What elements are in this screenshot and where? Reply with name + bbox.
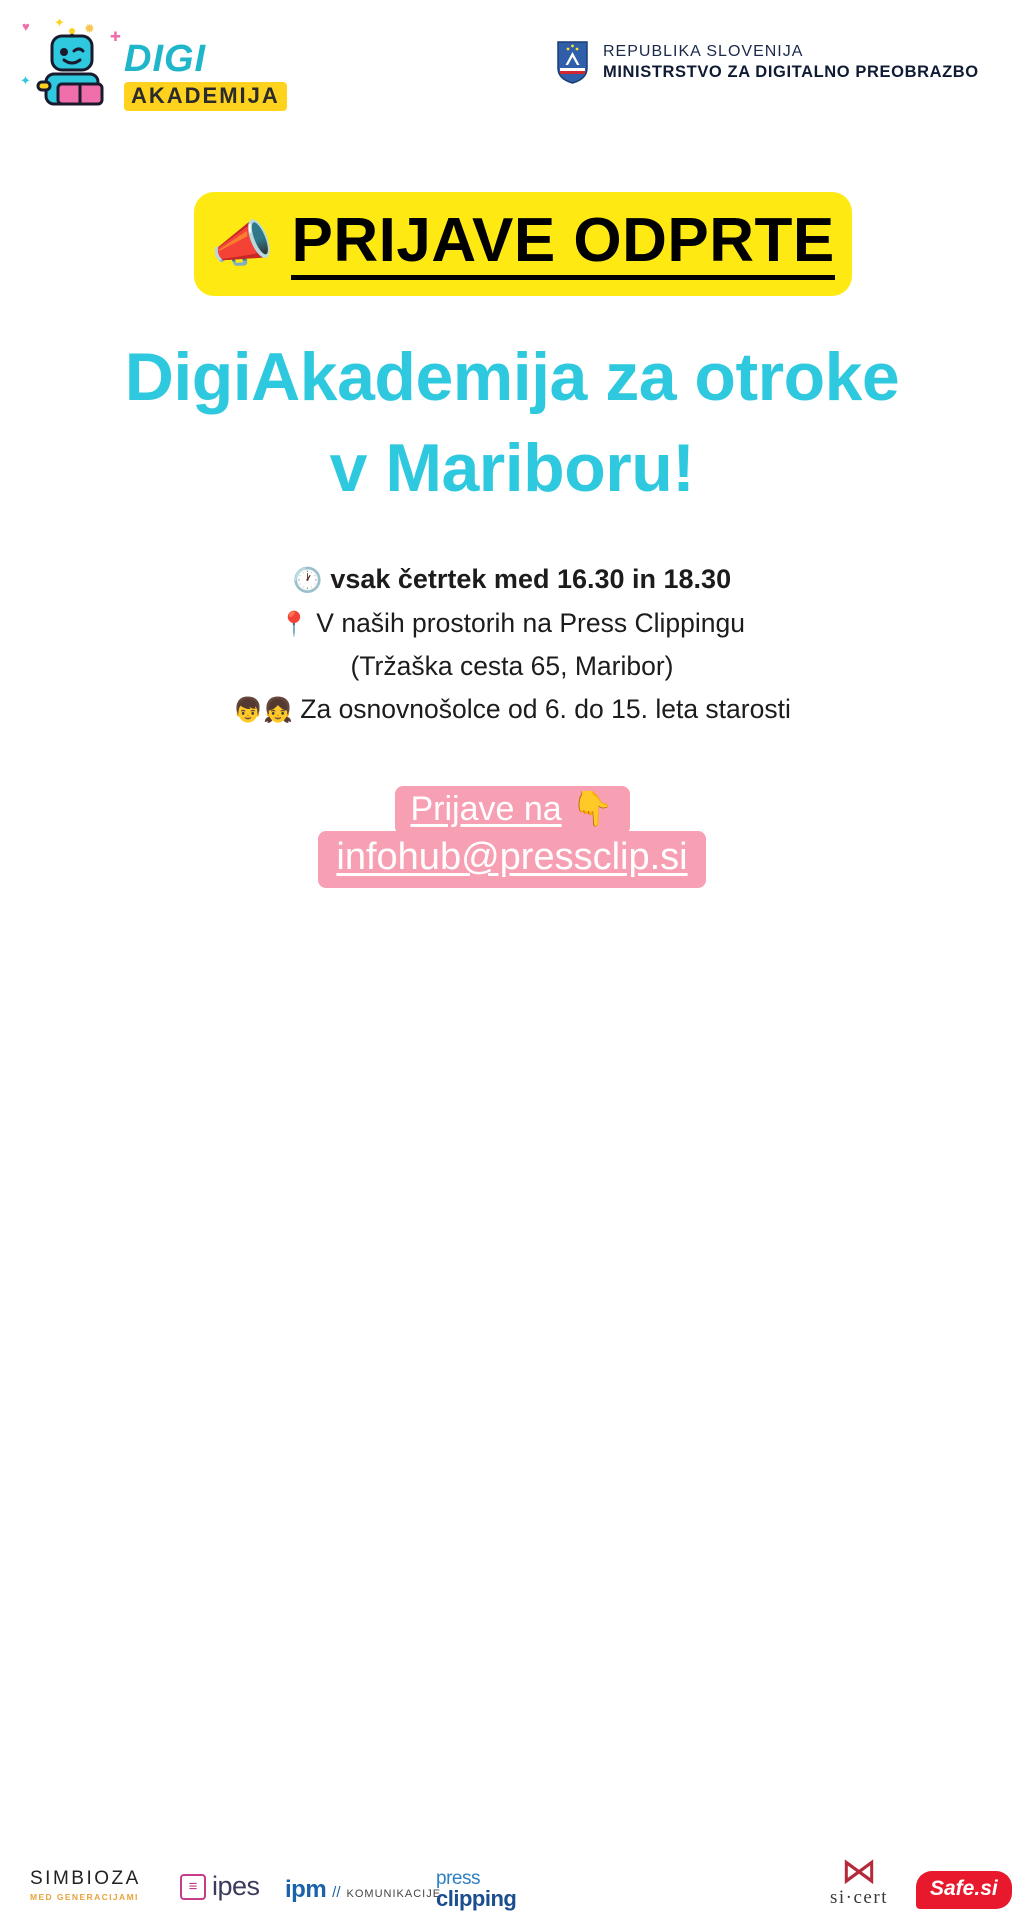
email-link[interactable]: infohub@pressclip.si: [318, 831, 705, 888]
cta-prompt: [395, 786, 630, 835]
sparkle-icon: ✹: [84, 21, 95, 36]
slovenia-coat-of-arms-icon: [556, 40, 589, 84]
status-badge: [194, 192, 852, 296]
event-details: [0, 558, 1024, 731]
pressclip-name-bottom: clipping: [436, 1886, 517, 1911]
detail-row-time: [0, 558, 1024, 602]
pointing-down-icon: 👇: [571, 790, 614, 828]
logo-press-clipping: [436, 1869, 516, 1911]
robot-icon: [30, 32, 116, 112]
sparkle-icon: ✚: [110, 29, 121, 44]
ipm-tagline: KOMUNIKACIJE: [346, 1888, 442, 1900]
pressclip-name-top: press: [436, 1868, 480, 1889]
simbioza-name: SIMBIOZA: [30, 1868, 141, 1889]
megaphone-icon: 📣: [211, 216, 274, 272]
ipes-name: ipes: [212, 1871, 260, 1901]
logo-simbioza: [30, 1868, 141, 1902]
cta-prompt-text: Prijave na: [410, 790, 562, 828]
sicert-name: si·cert: [830, 1887, 888, 1909]
sicert-mark-icon: ⋈: [840, 1851, 877, 1891]
detail-row-address: [0, 645, 1024, 688]
gov-line-ministrstvo: MINISTRSTVO ZA DIGITALNO PREOBRAZBO: [603, 62, 979, 81]
poster-header: [0, 0, 1024, 130]
logo-sicert: [830, 1851, 888, 1909]
detail-text-audience: Za osnovnošolce od 6. do 15. leta starosti: [300, 693, 791, 724]
page-title: [0, 332, 1024, 514]
detail-text-time: vsak četrtek med 16.30 in 18.30: [330, 564, 732, 594]
logo-word-akademija: AKADEMIJA: [124, 82, 287, 111]
clock-icon: 🕐: [292, 567, 323, 594]
map-pin-icon: 📍: [279, 610, 309, 638]
government-branding: [556, 40, 979, 84]
detail-text-location: V naših prostorih na Press Clippingu: [316, 607, 745, 638]
logo-wordmark: [124, 40, 287, 111]
banner-title: PRIJAVE ODPRTE: [291, 208, 834, 280]
logo-ipm: [285, 1876, 441, 1904]
sparkle-icon: ♥: [22, 19, 30, 34]
logo-safesi: Safe.si: [916, 1871, 1012, 1909]
detail-row-audience: [0, 688, 1024, 731]
sparkle-icon: ✦: [54, 15, 65, 30]
logo-word-digi: DIGI: [124, 38, 207, 80]
call-to-action: [0, 786, 1024, 888]
sparkle-icon: ✦: [20, 73, 31, 88]
headline-line-2: v Mariboru!: [329, 430, 695, 507]
children-icon: 👦👧: [233, 696, 293, 724]
ipm-separator: //: [332, 1884, 341, 1901]
logo-ipes: [180, 1871, 260, 1902]
headline-line-1: DigiAkademija za otroke: [124, 339, 900, 415]
digiakademija-logo: [20, 15, 280, 118]
simbioza-tagline: MED GENERACIJAMI: [30, 1892, 139, 1902]
detail-text-address: (Tržaška cesta 65, Maribor): [350, 650, 674, 681]
ipes-box-icon: ≡: [180, 1874, 206, 1900]
detail-row-location: [0, 602, 1024, 645]
partner-logos: [0, 913, 1024, 1911]
ipm-name: ipm: [285, 1876, 327, 1903]
gov-line-republika: REPUBLIKA SLOVENIJA: [603, 42, 804, 60]
